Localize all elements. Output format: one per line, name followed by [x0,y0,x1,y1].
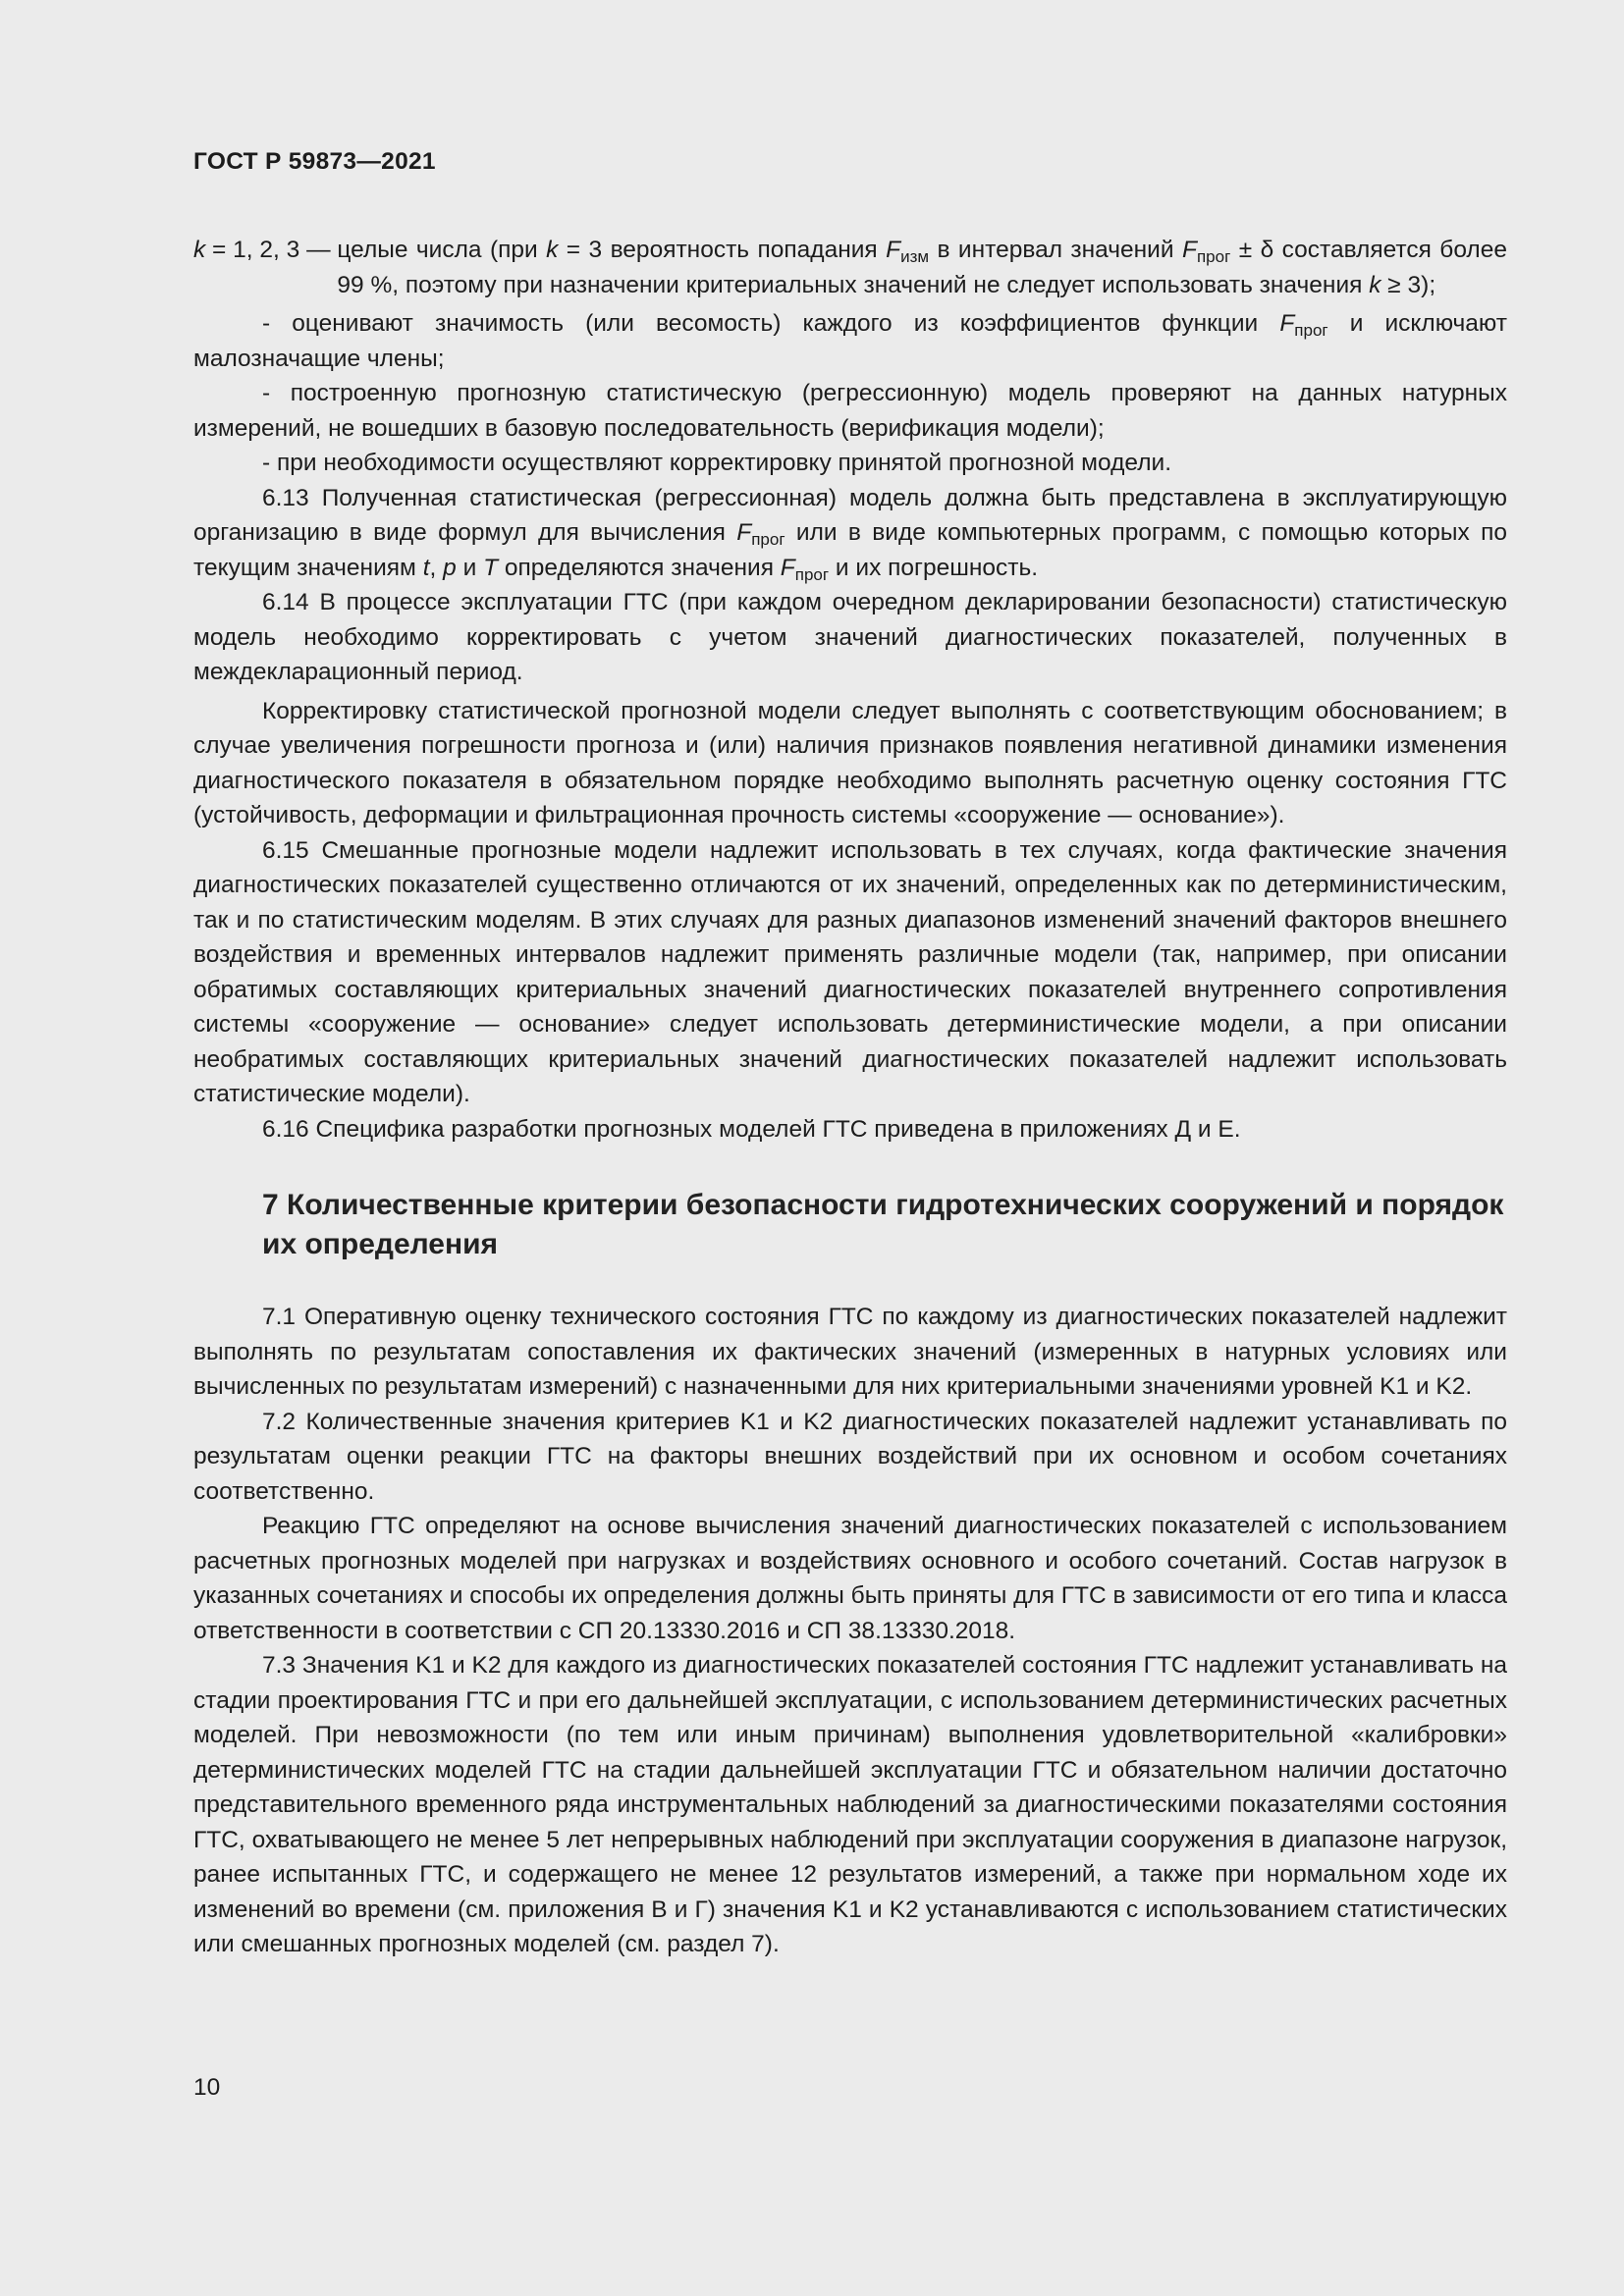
bullet-correction: - при необходимости осуществляют корректировку принятой прогнозной модели. [262,450,1172,476]
definition-k [193,233,1507,302]
document-header: ГОСТ Р 59873—2021 [193,148,436,175]
paragraph-6-13: 6.13 Полученная статистическая (регрессионная) модель должна быть представлена в эксплуатирующую организацию в виде формул для вычисления $F_{прог}$ или в виде компьютерных программ, с помощью которых по текущим значениям t, p и T определяются значения $F_{прог}$ и их погрешность. [193,484,1507,584]
paragraph-6-14-correction: Корректировку статистической прогнозной модели следует выполнять с соответствующим обоснованием; в случае увеличения погрешности прогноза и (или) наличия признаков появления негативной динамики изменения диагностического показателя в обязательном порядке необходимо выполнять расчетную оценку состояния ГТС (устойчивость, деформации и фильтрационная прочность системы «сооружение — основание»). [193,697,1507,828]
bullet-verification: - построенную прогнозную статистическую (регрессионную) модель проверяют на данных натурных измерений, не вошедших в базовую последовательность (верификация модели); [193,380,1507,442]
page-number: 10 [193,2074,221,2101]
page-body [193,233,1507,1962]
paragraph-7-1: 7.1 Оперативную оценку технического состояния ГТС по каждому из диагностических показателей надлежит выполнять по результатам сопоставления их фактических значений (измеренных в натурных условиях или вычисленных по результатам измерений) с назначенными для них критериальными значениями уровней K1 и K2. [193,1304,1507,1400]
paragraph-7-2-reaction: Реакцию ГТС определяют на основе вычисления значений диагностических показателей с использованием расчетных прогнозных моделей при нагрузках и воздействиях основного и особого сочетаний. Состав нагрузок в указанных сочетаниях и способы их определения должны быть приняты для ГТС в зависимости от его типа и класса ответственности в соответствии с СП 20.13330.2016 и СП 38.13330.2018. [193,1513,1507,1644]
section-7-heading: 7 Количественные критерии безопасности гидротехнических сооружений и порядок их определения [262,1189,1504,1260]
paragraph-6-14: 6.14 В процессе эксплуатации ГТС (при каждом очередном декларировании безопасности) статистическую модель необходимо корректировать с учетом значений диагностических показателей, полученных в междекларационный период. [193,589,1507,685]
definition-description: целые числа (при k = 3 вероятность попадания $F_{изм}$ в интервал значений $F_{прог} \pm \delta$ составляется более 99 %, поэтому при назначении критериальных значений не следует использовать значения k ≥ 3); [337,237,1507,298]
bullet-significance: - оценивают значимость (или весомость) каждого из коэффициентов функции $F_{прог}$ и исключают малозначащие члены; [193,310,1507,372]
definition-term: k = 1, 2, 3 — [193,237,338,263]
paragraph-6-15: 6.15 Смешанные прогнозные модели надлежит использовать в тех случаях, когда фактические значения диагностических показателей существенно отличаются от их значений, определенных как по детерминистическим, так и по статистическим моделям. В этих случаях для разных диапазонов изменений значений факторов внешнего воздействия и временных интервалов надлежит применять различные модели (так, например, при описании обратимых составляющих критериальных значений диагностических показателей внутреннего сопротивления системы «сооружение — основание» следует использовать детерминистические модели, а при описании необратимых составляющих критериальных значений диагностических показателей надлежит использовать статистические модели). [193,836,1507,1107]
paragraph-7-3: 7.3 Значения K1 и K2 для каждого из диагностических показателей состояния ГТС надлежит устанавливать на стадии проектирования ГТС и при его дальнейшей эксплуатации, с использованием детерминистических расчетных моделей. При невозможности (по тем или иным причинам) выполнения удовлетворительной «калибровки» детерминистических моделей ГТС на стадии дальнейшей эксплуатации ГТС и обязательном наличии достаточно представительного временного ряда инструментальных наблюдений за диагностическими показателями состояния ГТС, охватывающего не менее 5 лет непрерывных наблюдений при эксплуатации сооружения в диапазоне нагрузок, ранее испытанных ГТС, и содержащего не менее 12 результатов измерений, а также при нормальном ходе их изменений во времени (см. приложения В и Г) значения K1 и K2 устанавливаются с использованием статистических или смешанных прогнозных моделей (см. раздел 7). [193,1652,1507,1957]
paragraph-6-16: 6.16 Специфика разработки прогнозных моделей ГТС приведена в приложениях Д и Е. [262,1115,1241,1143]
paragraph-7-2: 7.2 Количественные значения критериев K1 и K2 диагностических показателей надлежит устанавливать по результатам оценки реакции ГТС на факторы внешних воздействий при их основном и особом сочетаниях соответственно. [193,1408,1507,1505]
